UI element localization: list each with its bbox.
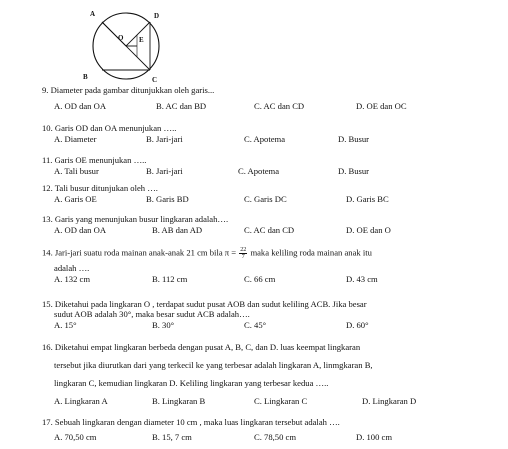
line-OD	[126, 22, 150, 46]
stem-line-2: sudut AOB adalah 30°, maka besar sudut ACB adalah….	[54, 308, 250, 319]
question-stem: 17. Sebuah lingkaran dengan diameter 10 cm , maka luas lingkaran tersebut adalah ….	[42, 417, 340, 427]
option-a[interactable]: A. Diameter	[54, 133, 97, 144]
option-d[interactable]: D. Busur	[338, 133, 370, 144]
options-row	[42, 275, 482, 286]
option-c[interactable]: C. AC dan CD	[244, 224, 295, 235]
question-12	[42, 184, 482, 206]
option-d[interactable]: D. 43 cm	[346, 273, 378, 284]
question-11	[42, 156, 482, 178]
question-9	[42, 86, 482, 113]
option-c[interactable]: C. Garis DC	[244, 193, 287, 204]
option-b[interactable]: B. 112 cm	[152, 273, 188, 284]
options-row	[42, 167, 482, 178]
option-b[interactable]: B. Lingkaran B	[152, 395, 206, 406]
question-10	[42, 124, 482, 146]
option-c[interactable]: C. 78,50 cm	[254, 431, 297, 442]
options-row	[42, 226, 482, 237]
option-c[interactable]: C. Apotema	[238, 165, 280, 176]
option-d[interactable]: D. OE dan OC	[356, 100, 407, 111]
option-b[interactable]: B. 30°	[152, 319, 175, 330]
question-stem: 15. Diketahui pada lingkaran O , terdapat sudut pusat AOB dan sudut keliling ACB. Jika besar	[42, 299, 367, 309]
stem-line-3: lingkaran C, kemudian lingkaran D. Keliling lingkaran yang terbesar kedua …..	[54, 377, 329, 388]
option-c[interactable]: C. 45°	[244, 319, 267, 330]
stem-after: maka keliling roda mainan anak itu	[250, 247, 372, 258]
option-a[interactable]: A. OD dan OA	[54, 100, 107, 111]
option-b[interactable]: B. AC dan BD	[156, 100, 207, 111]
stem-before: 14. Jari-jari suatu roda mainan anak-anak 21 cm bila π =	[42, 247, 237, 258]
label-A: A	[90, 10, 96, 18]
options-row	[42, 135, 482, 146]
option-b[interactable]: B. 15, 7 cm	[152, 431, 192, 442]
option-a[interactable]: A. Garis OE	[54, 193, 97, 204]
option-a[interactable]: A. 132 cm	[54, 273, 91, 284]
label-C: C	[152, 76, 158, 84]
option-b[interactable]: B. AB dan AD	[152, 224, 203, 235]
label-O: O	[118, 34, 124, 42]
option-c[interactable]: C. AC dan CD	[254, 100, 305, 111]
option-d[interactable]: D. Busur	[338, 165, 370, 176]
fraction-numerator: 22	[240, 247, 247, 253]
option-d[interactable]: D. Garis BC	[346, 193, 389, 204]
circle-figure	[68, 2, 168, 84]
stem-line-2: tersebut jika diurutkan dari yang terkecil ke yang terbesar adalah lingkaran A, linmgkaran B,	[54, 359, 373, 370]
option-a[interactable]: A. OD dan OA	[54, 224, 107, 235]
options-row	[42, 433, 482, 444]
option-a[interactable]: A. Tali busur	[54, 165, 99, 176]
option-d[interactable]: D. 100 cm	[356, 431, 393, 442]
question-stem: 9. Diameter pada gambar ditunjukkan oleh garis...	[42, 85, 215, 95]
option-b[interactable]: B. Jari-jari	[146, 133, 183, 144]
pi-fraction	[239, 247, 247, 260]
options-row	[42, 397, 482, 408]
label-E: E	[139, 36, 144, 44]
question-stem: 12. Tali busur ditunjukan oleh ….	[42, 183, 158, 193]
options-row	[42, 102, 482, 113]
question-14	[42, 247, 482, 286]
stem-line-2: adalah ….	[54, 263, 90, 273]
label-D: D	[154, 12, 160, 20]
options-row	[42, 321, 482, 332]
label-B: B	[83, 73, 88, 81]
question-16	[42, 343, 482, 408]
question-17	[42, 418, 482, 444]
question-stem: 13. Garis yang menunjukan busur lingkaran adalah….	[42, 214, 229, 224]
option-d[interactable]: D. OE dan O	[346, 224, 391, 235]
option-a[interactable]: A. 15°	[54, 319, 77, 330]
option-d[interactable]: D. 60°	[346, 319, 369, 330]
question-stem	[42, 247, 482, 260]
question-stem: 16. Diketahui empat lingkaran berbeda dengan pusat A, B, C, dan D. luas keempat lingkaran	[42, 342, 361, 352]
option-c[interactable]: C. Apotema	[244, 133, 286, 144]
option-c[interactable]: C. 66 cm	[244, 273, 276, 284]
question-15	[42, 300, 482, 332]
option-b[interactable]: B. Garis BD	[146, 193, 189, 204]
option-b[interactable]: B. Jari-jari	[146, 165, 183, 176]
question-stem: 10. Garis OD dan OA menunjukan …..	[42, 123, 177, 133]
option-a[interactable]: A. Lingkaran A	[54, 395, 108, 406]
fraction-denominator: 7	[241, 254, 245, 260]
question-stem: 11. Garis OE menunjukan …..	[42, 155, 147, 165]
option-a[interactable]: A. 70,50 cm	[54, 431, 97, 442]
circle-diagram	[68, 2, 168, 84]
question-13	[42, 215, 482, 237]
option-d[interactable]: D. Lingkaran D	[362, 395, 417, 406]
options-row	[42, 195, 482, 206]
option-c[interactable]: C. Lingkaran C	[254, 395, 308, 406]
